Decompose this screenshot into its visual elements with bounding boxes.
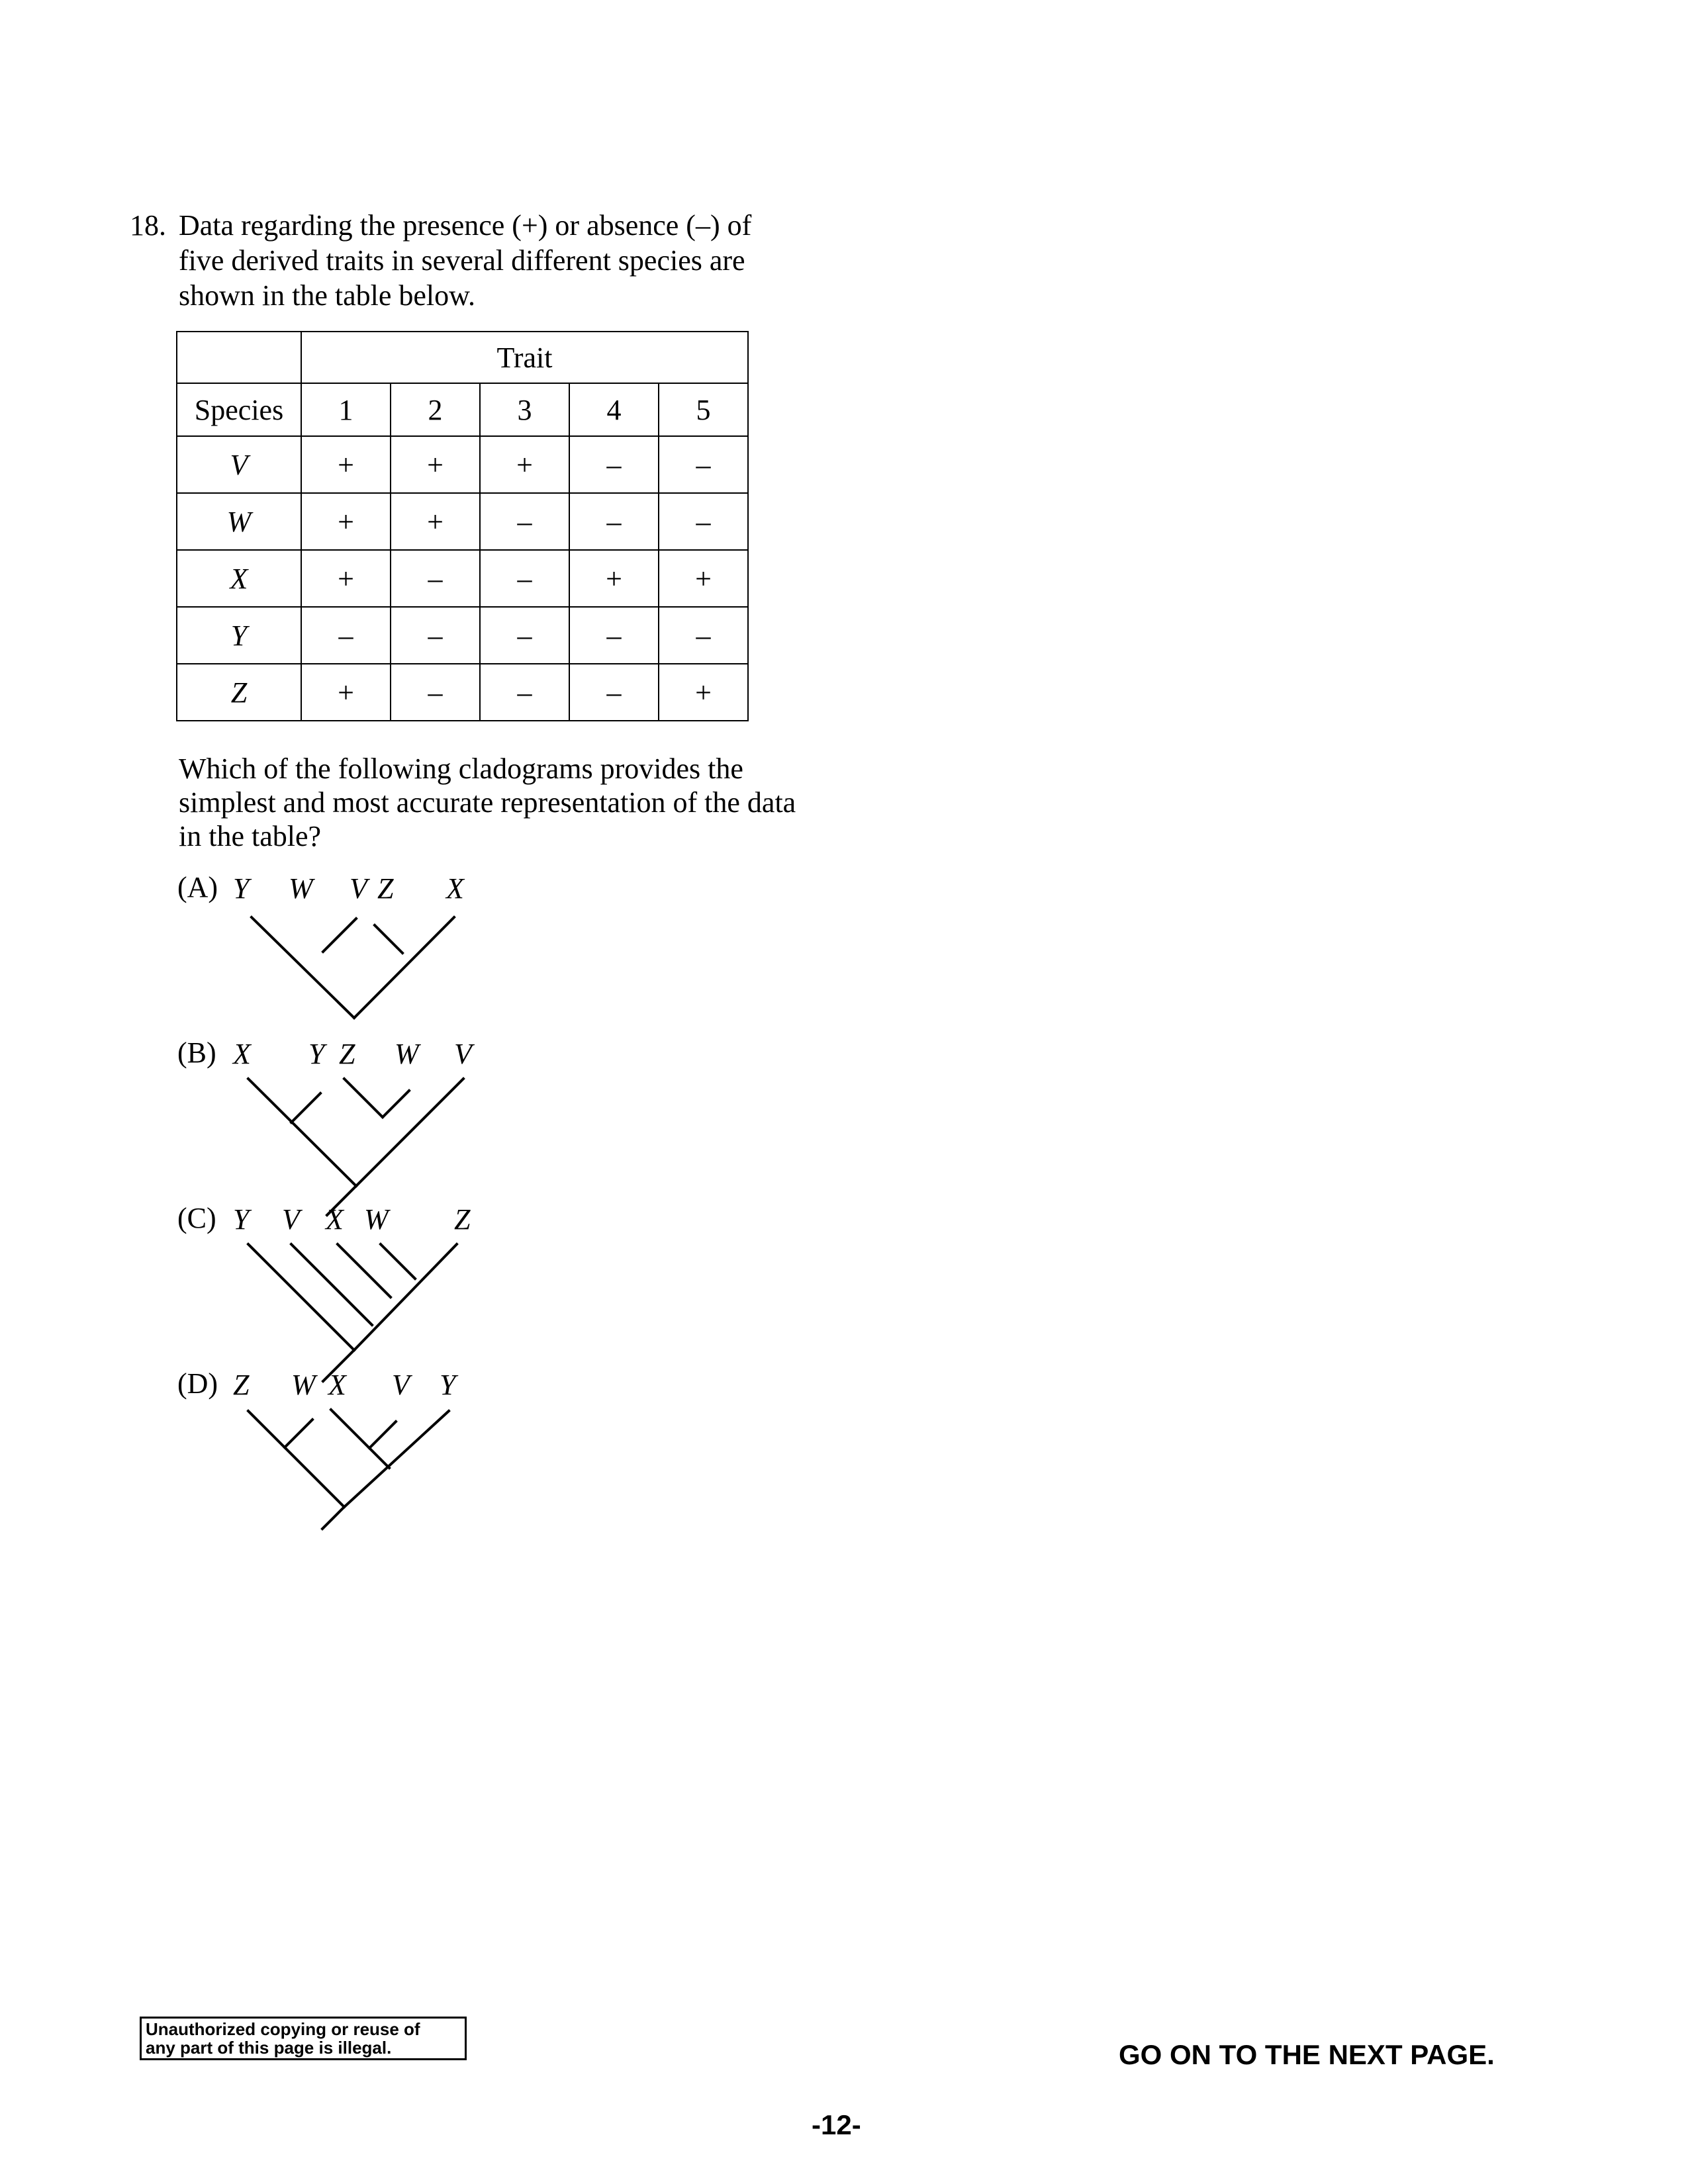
choice-a-taxon-y: Y bbox=[233, 872, 250, 905]
trait-value-cell: – bbox=[569, 664, 659, 721]
choice-a-taxon-v: V bbox=[350, 872, 367, 905]
notice-line-1: Unauthorized copying or reuse of bbox=[146, 2019, 420, 2039]
species-cell: X bbox=[177, 550, 301, 607]
choice-c-taxon-y: Y bbox=[233, 1203, 250, 1236]
trait-number: 3 bbox=[480, 383, 569, 436]
trait-value-cell: – bbox=[659, 436, 748, 493]
trait-value-cell: – bbox=[391, 550, 480, 607]
choice-c-taxon-x: X bbox=[326, 1203, 344, 1236]
trait-value-cell: – bbox=[480, 493, 569, 550]
trait-value-cell: – bbox=[391, 664, 480, 721]
choice-a-taxon-x: X bbox=[446, 872, 464, 905]
choice-b-taxon-x: X bbox=[233, 1038, 251, 1070]
trait-value-cell: + bbox=[301, 493, 391, 550]
choice-c-taxon-v: V bbox=[282, 1203, 300, 1236]
trait-value-cell: – bbox=[480, 607, 569, 664]
trait-value-cell: – bbox=[569, 607, 659, 664]
trait-value-cell: + bbox=[391, 493, 480, 550]
trait-value-cell: – bbox=[569, 493, 659, 550]
trait-value-cell: – bbox=[659, 493, 748, 550]
page-number: -12- bbox=[812, 2109, 861, 2140]
copyright-notice bbox=[140, 2017, 467, 2060]
choice-a-label[interactable]: (A) bbox=[177, 871, 218, 903]
question-followup: Which of the following cladograms provides the simplest and most accurate representation of the data in the table? bbox=[179, 752, 796, 852]
choice-d-taxon-z: Z bbox=[233, 1369, 250, 1401]
trait-value-cell: + bbox=[301, 436, 391, 493]
species-cell: W bbox=[177, 493, 301, 550]
trait-value-cell: + bbox=[659, 664, 748, 721]
species-cell: Y bbox=[177, 607, 301, 664]
choice-b-taxon-v: V bbox=[454, 1038, 472, 1070]
trait-group-header: Trait bbox=[301, 332, 748, 383]
species-cell: Z bbox=[177, 664, 301, 721]
go-on-next-page: GO ON TO THE NEXT PAGE. bbox=[1119, 2039, 1495, 2070]
choice-c-taxon-w: W bbox=[364, 1203, 389, 1236]
choice-b-taxon-w: W bbox=[395, 1038, 419, 1070]
trait-value-cell: + bbox=[391, 436, 480, 493]
choice-c-taxon-z: Z bbox=[454, 1203, 471, 1236]
trait-value-cell: – bbox=[569, 436, 659, 493]
trait-value-cell: – bbox=[301, 607, 391, 664]
choice-b-taxon-z: Z bbox=[339, 1038, 355, 1070]
trait-value-cell: + bbox=[301, 550, 391, 607]
trait-value-cell: – bbox=[480, 664, 569, 721]
trait-value-cell: – bbox=[391, 607, 480, 664]
trait-number: 4 bbox=[569, 383, 659, 436]
choice-d-taxon-v: V bbox=[392, 1369, 410, 1401]
choice-d-taxon-w: W bbox=[291, 1369, 316, 1401]
question-stem: Data regarding the presence (+) or absence (–) of five derived traits in several different species are shown in the table below. bbox=[179, 209, 752, 312]
choice-d-taxon-x: X bbox=[328, 1369, 346, 1401]
choice-b-label[interactable]: (B) bbox=[177, 1036, 216, 1069]
choice-a-taxon-w: W bbox=[289, 872, 313, 905]
choice-c-label[interactable]: (C) bbox=[177, 1202, 216, 1234]
trait-value-cell: + bbox=[569, 550, 659, 607]
trait-number: 5 bbox=[659, 383, 748, 436]
choice-a-taxon-z: Z bbox=[377, 872, 394, 905]
notice-line-2: any part of this page is illegal. bbox=[146, 2038, 392, 2058]
trait-value-cell: + bbox=[301, 664, 391, 721]
trait-value-cell: + bbox=[659, 550, 748, 607]
choice-b-taxon-y: Y bbox=[308, 1038, 325, 1070]
question-number: 18. bbox=[130, 209, 166, 242]
trait-value-cell: + bbox=[480, 436, 569, 493]
species-cell: V bbox=[177, 436, 301, 493]
species-header: Species bbox=[177, 383, 301, 436]
choice-d-label[interactable]: (D) bbox=[177, 1367, 218, 1400]
trait-number: 1 bbox=[301, 383, 391, 436]
trait-value-cell: – bbox=[480, 550, 569, 607]
trait-value-cell: – bbox=[659, 607, 748, 664]
trait-number: 2 bbox=[391, 383, 480, 436]
choice-d-taxon-y: Y bbox=[440, 1369, 456, 1401]
